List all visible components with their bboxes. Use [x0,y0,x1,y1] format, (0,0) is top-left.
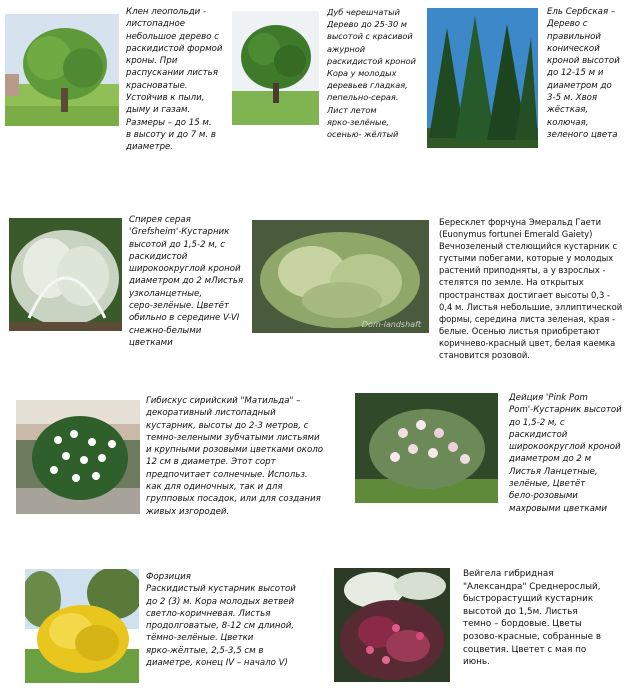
spruce-photo [427,8,538,148]
deutzia-photo [355,393,498,503]
deutzia-description: Дейция 'Pink Pom Pom'-Кустарник высотой до 1,5-2 м, с раскидистой широкоокруглой кроной диаметром до 2 м Листья Ланцетные, зелёные, Цветёт бело-розовыми махровыми цветками [509,393,622,514]
maple-description: Клен леопольди - листопадное небольшое дерево с раскидистой формой кроны. При распускании листья красноватые. Устойчив к пыли, дыму и газам. Размеры – до 15 м. в высоту и до 7 м. в диаметре. [126,7,223,153]
weigela-photo [334,568,450,682]
forsythia-photo [25,569,139,683]
euonymus-description: Бересклет форчуна Эмеральд Гаети (Euonymus fortunei Emerald Gaiety) Вечнозеленый стелющийся кустарник с густыми побегами, которые у молодых растений приподняты, а у взрослых - стелятся по земле. На открытых пространствах достигает высоты 0,3 - 0,4 м. Листья небольшие, эллиптической формы, середина листа зеленая, края - белые. Осенью листья приобретают коричнево-красный цвет, белая каемка становится розовой. [439,217,623,361]
hibiscus-description: Гибискус сирийский "Матильда" – декоративный листопадный кустарник, высоты до 2-3 метров, с темно-зелеными зубчатыми листьями и крупными розовыми цветками около 12 см в диаметре. Этот сорт предпочитает солнечные. Использ. как для одиночных, так и для групповых посадок, или для создания живых изгородей. [146,396,323,517]
spiraea-photo [9,218,122,331]
spiraea-description: Спирея серая 'Grefsheim'-Кустарник высотой до 1,5-2 м, с раскидистой широкоокруглой кроной диаметром до 2 мЛистья узколанцетные, серо-зелёные. Цветёт обильно в середине V-VI снежно-белыми цветками [129,215,244,348]
euonymus-photo [252,220,429,333]
hibiscus-photo [16,400,140,514]
maple-photo [5,14,119,126]
oak-photo [232,11,319,125]
watermark: Dom-landshaft [361,320,421,329]
spruce-description: Ель Сербская – Дерево с правильной конической кроной высотой до 12-15 м и диаметром до 3-5 м. Хвоя жёсткая, колючая, зеленого цвета [547,7,620,140]
forsythia-description: Форзиция Раскидистый кустарник высотой до 2 (3) м. Кора молодых ветвей светло-коричневая. Листья продолговатые, 8-12 см длиной, тёмно-зелёные. Цветки ярко-жёлтые, 2,5-3,5 см в диаметре, конец IV – начало V) [146,572,296,669]
weigela-description: Вейгела гибридная "Александра" Среднерослый, быстрорастущий кустарник высотой до 1,5м. Листья темно – бордовые. Цветы розово-красные, собранные в соцветия. Цветет с мая по июнь. [463,569,602,668]
oak-description: Дуб черешчатый Дерево до 25-30 м высотой с красивой ажурной раскидистой кроной Кора у молодых деревьев гладкая, пепельно-серая. Лист летом ярко-зелёные, осенью- жёлтый [327,7,417,140]
